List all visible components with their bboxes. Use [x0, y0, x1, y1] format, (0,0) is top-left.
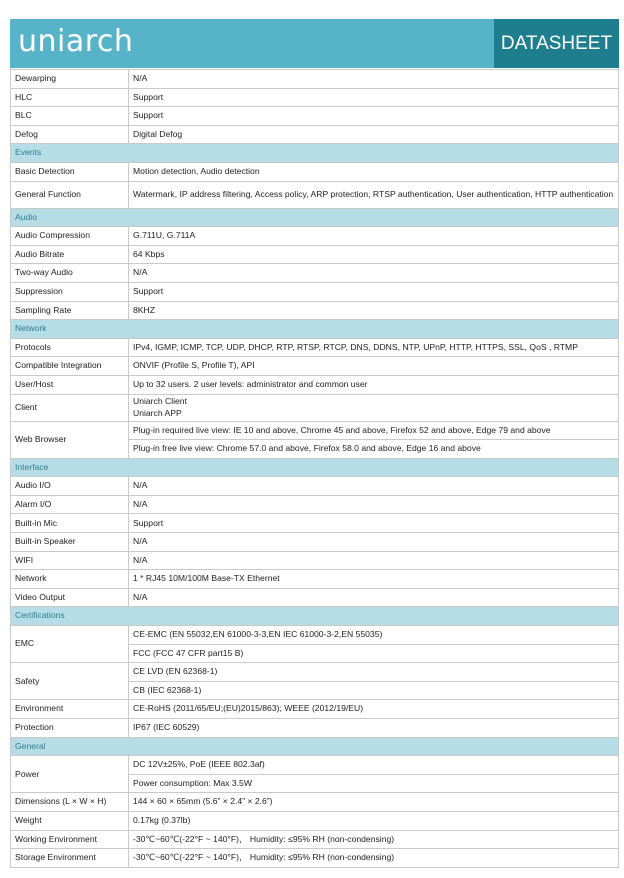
spec-label: Dimensions (L × W × H) [11, 793, 129, 812]
section-header-events [11, 144, 619, 163]
spec-row-network [11, 570, 619, 589]
spec-label: WIFI [11, 551, 129, 570]
spec-label: Compatible Integration [11, 357, 129, 376]
spec-value: ONVIF (Profile S, Profile T), API [129, 357, 619, 376]
spec-label: User/Host [11, 375, 129, 394]
spec-row-defog [11, 125, 619, 144]
spec-label: HLC [11, 88, 129, 107]
spec-label: EMC [11, 626, 129, 663]
spec-row-dimensions-l-w-h [11, 793, 619, 812]
spec-value: FCC (FCC 47 CFR part15 B) [129, 644, 619, 663]
spec-label: Audio Compression [11, 227, 129, 246]
spec-value: N/A [129, 551, 619, 570]
spec-row-storage-environment [11, 849, 619, 868]
spec-label: Audio I/O [11, 477, 129, 496]
spec-row-built-in-mic [11, 514, 619, 533]
section-title: Audio [11, 208, 619, 227]
spec-row-wifi [11, 551, 619, 570]
spec-value: DC 12V±25%, PoE (IEEE 802.3af) [129, 756, 619, 775]
spec-row-basic-detection [11, 162, 619, 181]
spec-value: Plug-in required live view: IE 10 and above, Chrome 45 and above, Firefox 52 and above, Edge 79 and above [129, 421, 619, 440]
spec-label: BLC [11, 107, 129, 126]
spec-label: Defog [11, 125, 129, 144]
spec-row-client [11, 394, 619, 421]
spec-value: N/A [129, 588, 619, 607]
spec-label: Built-in Mic [11, 514, 129, 533]
spec-label: Suppression [11, 282, 129, 301]
spec-row-web-browser [11, 421, 619, 440]
spec-label: Power [11, 756, 129, 793]
spec-label: Web Browser [11, 421, 129, 458]
spec-label: Built-in Speaker [11, 533, 129, 552]
spec-value: IP67 (IEC 60529) [129, 719, 619, 738]
spec-value: CE LVD (EN 62368-1) [129, 663, 619, 682]
spec-row-user-host [11, 375, 619, 394]
spec-row-dewarping [11, 70, 619, 89]
spec-value: 1 * RJ45 10M/100M Base-TX Ethernet [129, 570, 619, 589]
spec-label: Protocols [11, 338, 129, 357]
spec-label: Safety [11, 663, 129, 700]
spec-value: IPv4, IGMP, ICMP, TCP, UDP, DHCP, RTP, RTSP, RTCP, DNS, DDNS, NTP, UPnP, HTTP, HTTPS, SSL, QoS , RTMP [129, 338, 619, 357]
spec-row-emc [11, 626, 619, 645]
spec-label: Audio Bitrate [11, 245, 129, 264]
spec-value: -30℃~60℃(-22°F ~ 140°F)， Humidity: ≤95% RH (non-condensing) [129, 849, 619, 868]
spec-row-general-function [11, 181, 619, 208]
spec-label: Storage Environment [11, 849, 129, 868]
spec-value: Support [129, 514, 619, 533]
spec-value: N/A [129, 477, 619, 496]
spec-value: N/A [129, 264, 619, 283]
spec-label: Environment [11, 700, 129, 719]
spec-value: 64 Kbps [129, 245, 619, 264]
spec-label: Dewarping [11, 70, 129, 89]
section-header-certifications [11, 607, 619, 626]
brand-logo: uniarch [18, 24, 134, 59]
spec-row-built-in-speaker [11, 533, 619, 552]
spec-row-audio-i-o [11, 477, 619, 496]
spec-row-safety [11, 663, 619, 682]
spec-value: Plug-in free live view: Chrome 57.0 and above, Firefox 58.0 and above, Edge 16 and above [129, 440, 619, 459]
section-title: Interface [11, 458, 619, 477]
spec-value: 144 × 60 × 65mm (5.6” × 2.4” × 2.6”) [129, 793, 619, 812]
section-title: General [11, 737, 619, 756]
spec-label: Protection [11, 719, 129, 738]
section-header-network [11, 320, 619, 339]
section-header-general [11, 737, 619, 756]
spec-value: G.711U, G.711A [129, 227, 619, 246]
spec-row-environment [11, 700, 619, 719]
spec-row-video-output [11, 588, 619, 607]
spec-label: Client [11, 394, 129, 421]
spec-value: Motion detection, Audio detection [129, 162, 619, 181]
spec-value: CB (IEC 62368-1) [129, 681, 619, 700]
spec-row-blc [11, 107, 619, 126]
spec-label: Alarm I/O [11, 495, 129, 514]
spec-value: Power consumption: Max 3.5W [129, 774, 619, 793]
spec-label: Working Environment [11, 830, 129, 849]
spec-label: Weight [11, 811, 129, 830]
section-title: Events [11, 144, 619, 163]
spec-row-alarm-i-o [11, 495, 619, 514]
spec-label: Sampling Rate [11, 301, 129, 320]
spec-row-power [11, 756, 619, 775]
spec-value: N/A [129, 495, 619, 514]
spec-label: Two-way Audio [11, 264, 129, 283]
spec-row-suppression [11, 282, 619, 301]
spec-value: Uniarch Client Uniarch APP [129, 394, 619, 421]
spec-label: Network [11, 570, 129, 589]
section-title: Certifications [11, 607, 619, 626]
spec-row-audio-bitrate [11, 245, 619, 264]
spec-value: 8KHZ [129, 301, 619, 320]
spec-label: Basic Detection [11, 162, 129, 181]
spec-row-two-way-audio [11, 264, 619, 283]
spec-value: N/A [129, 70, 619, 89]
spec-label: Video Output [11, 588, 129, 607]
spec-value: Up to 32 users. 2 user levels: administrator and common user [129, 375, 619, 394]
spec-label: General Function [11, 181, 129, 208]
spec-value: Support [129, 282, 619, 301]
spec-table [10, 69, 619, 868]
spec-value: Support [129, 88, 619, 107]
section-header-audio [11, 208, 619, 227]
spec-value: 0.17kg (0.37lb) [129, 811, 619, 830]
section-header-interface [11, 458, 619, 477]
spec-value: CE-EMC (EN 55032,EN 61000-3-3,EN IEC 61000-3-2,EN 55035) [129, 626, 619, 645]
datasheet-header [10, 19, 619, 68]
spec-row-working-environment [11, 830, 619, 849]
spec-value: Support [129, 107, 619, 126]
spec-row-hlc [11, 88, 619, 107]
spec-row-compatible-integration [11, 357, 619, 376]
spec-row-protection [11, 719, 619, 738]
section-title: Network [11, 320, 619, 339]
datasheet-badge: DATASHEET [494, 19, 619, 68]
spec-row-audio-compression [11, 227, 619, 246]
spec-value: N/A [129, 533, 619, 552]
spec-row-sampling-rate [11, 301, 619, 320]
spec-row-weight [11, 811, 619, 830]
spec-row-protocols [11, 338, 619, 357]
spec-value: CE-RoHS (2011/65/EU;(EU)2015/863); WEEE (2012/19/EU) [129, 700, 619, 719]
spec-value: Watermark, IP address filtering, Access policy, ARP protection, RTSP authentication, User authentication, HTTP authentication [129, 181, 619, 208]
spec-value: -30℃~60℃(-22°F ~ 140°F)， Humidity: ≤95% RH (non-condensing) [129, 830, 619, 849]
spec-value: Digital Defog [129, 125, 619, 144]
spec-table-body [11, 70, 619, 868]
